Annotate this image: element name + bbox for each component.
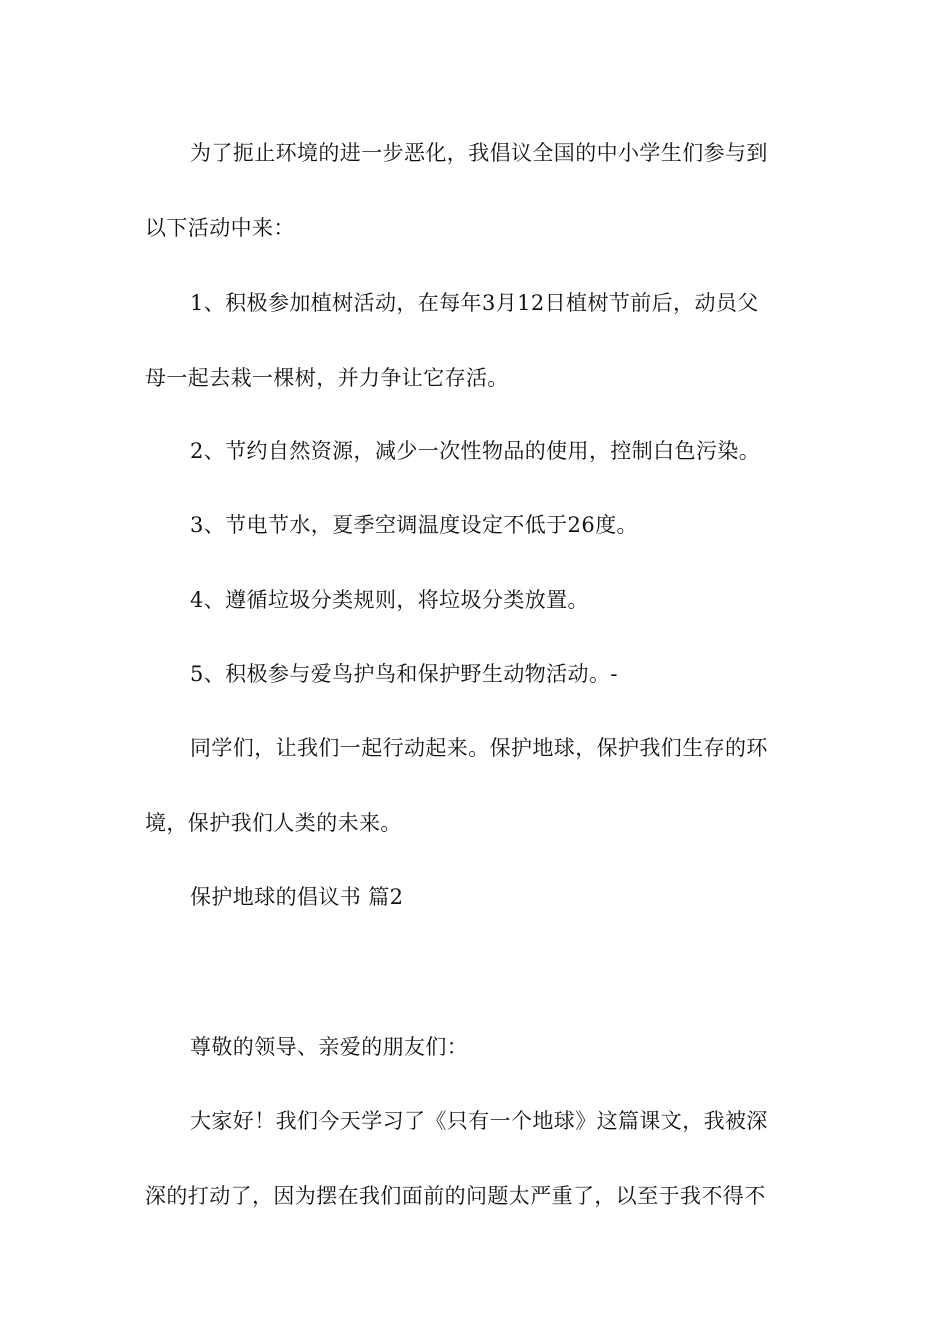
item-2: 2、节约自然资源，减少一次性物品的使用，控制白色污染。 xyxy=(190,439,761,463)
body-line-1: 大家好！我们今天学习了《只有一个地球》这篇课文，我被深 xyxy=(190,1109,768,1133)
paragraph-intro-line-2: 以下活动中来： xyxy=(145,216,295,240)
paragraph-intro-line-1: 为了扼止环境的进一步恶化，我倡议全国的中小学生们参与到 xyxy=(190,141,768,165)
item-4: 4、遵循垃圾分类规则，将垃圾分类放置。 xyxy=(190,588,589,612)
section-heading: 保护地球的倡议书 篇2 xyxy=(190,885,404,909)
item-3: 3、节电节水，夏季空调温度设定不低于26度。 xyxy=(190,513,638,537)
salutation: 尊敬的领导、亲爱的朋友们： xyxy=(190,1035,469,1059)
item-5: 5、积极参与爱鸟护鸟和保护野生动物活动。- xyxy=(190,662,618,686)
closing-line-2: 境，保护我们人类的未来。 xyxy=(145,811,402,835)
item-1-line-1: 1、积极参加植树活动，在每年3月12日植树节前后，动员父 xyxy=(190,291,759,315)
body-line-2: 深的打动了，因为摆在我们面前的问题太严重了，以至于我不得不 xyxy=(145,1184,766,1208)
item-1-line-2: 母一起去栽一棵树，并力争让它存活。 xyxy=(145,366,509,390)
closing-line-1: 同学们，让我们一起行动起来。保护地球，保护我们生存的环 xyxy=(190,736,768,760)
